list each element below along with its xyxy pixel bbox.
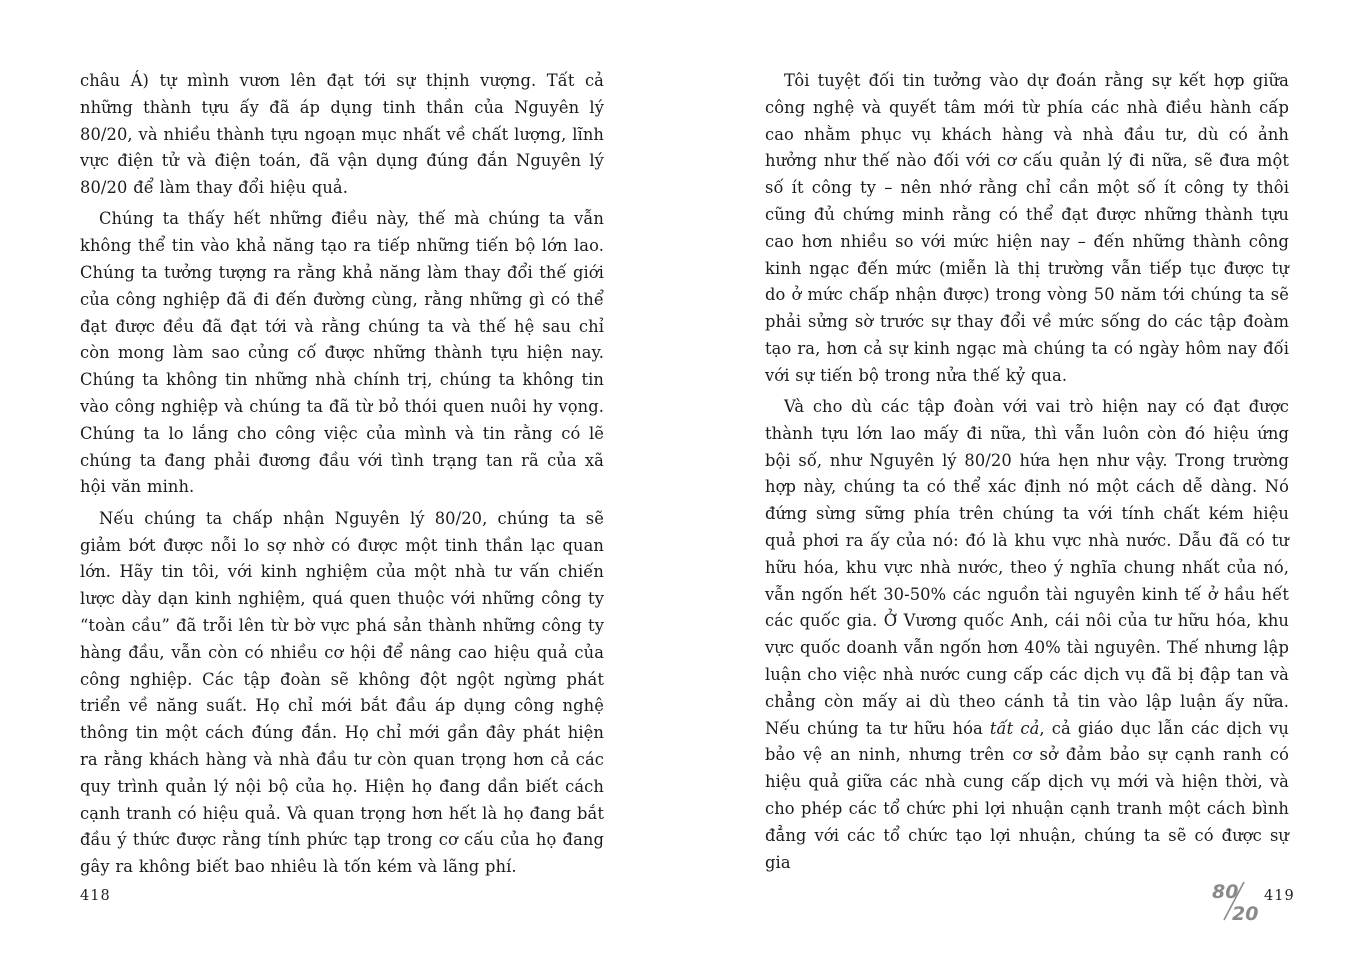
left-paragraph-2: Chúng ta thấy hết những điều này, thế mà chúng ta vẫn không thể tin vào khả năng tạo ra tiếp những tiến bộ lớn lao. Chúng ta tưởng tượng ra rằng khả năng làm thay đổi thế giới của công nghiệp đã đi đến đường cùng, rằng những gì có thể đạt được đều đã đạt tới và rằng chúng ta và thế hệ sau chỉ còn mong làm sao củng cố được những thành tựu hiện nay. Chúng ta không tin những nhà chính trị, chúng ta không tin vào công nghiệp và chúng ta đã từ bỏ thói quen nuôi hy vọng. Chúng ta lo lắng cho công việc của mình và tin rằng có lẽ chúng ta đang phải đương đầu với tình trạng tan rã của xã hội văn minh. [80,209,604,497]
right-paragraph-2-part-2: , cả giáo dục lẫn các dịch vụ bảo vệ an ninh, nhưng trên cơ sở đảm bảo sự cạnh ranh có hiệu quả giữa các nhà cung cấp dịch vụ mới và hiện thời, và cho phép các tổ chức phi lợi nhuận cạnh tranh một cách bình đẳng với các tổ chức tạo lợi nhuận, chúng ta sẽ có được sự gia [765,718,1289,872]
logo-top-number: 80 [1212,881,1239,903]
left-page-text [80,68,604,885]
right-paragraph-1: Tôi tuyệt đối tin tưởng vào dự đoán rằng sự kết hợp giữa công nghệ và quyết tâm mới từ phía các nhà điều hành cấp cao nhằm phục vụ khách hàng và nhà đầu tư, dù có ảnh hưởng như thế nào đối với cơ cấu quản lý đi nữa, sẽ đưa một số ít công ty – nên nhớ rằng chỉ cần một số ít công ty thôi cũng đủ chứng minh rằng có thể đạt được những thành tựu cao hơn nhiều so với mức hiện nay – đến những thành công kinh ngạc đến mức (miễn là thị trường vẫn tiếp tục được tự do ở mức chấp nhận được) trong vòng 50 năm tới chúng ta sẽ phải sửng sờ trước sự thay đổi về mức sống do các tập đoàm tạo ra, hơn cả sự kinh ngạc mà chúng ta có ngày hôm nay đối với sự tiến bộ trong nửa thế kỷ qua. [765,71,1289,385]
left-paragraph-1: châu Á) tự mình vươn lên đạt tới sự thịnh vượng. Tất cả những thành tựu ấy đã áp dụng tinh thần của Nguyên lý 80/20, và nhiều thành tựu ngoạn mục nhất về chất lượng, lĩnh vực điện tử và điện toán, đã vận dụng đúng đắn Nguyên lý 80/20 để làm thay đổi hiệu quả. [80,71,604,198]
right-paragraph-2-part-1: Và cho dù các tập đoàn với vai trò hiện nay có đạt được thành tựu lớn lao mấy đi nữa, thì vẫn luôn còn đó hiệu ứng bội số, như Nguyên lý 80/20 hứa hẹn như vậy. Trong trường hợp này, chúng ta có thể xác định nó một cách dễ dàng. Nó đứng sừng sững phía trên chúng ta với tính chất kém hiệu quả phơi ra ấy của nó: đó là khu vực nhà nước. Dẫu đã có tư hữu hóa, khu vực nhà nước, theo ý nghĩa chung nhất của nó, vẫn ngốn hết 30-50% các nguồn tài nguyên kinh tế ở hầu hết các quốc gia. Ở Vương quốc Anh, cái nôi của tư hữu hóa, khu vực quốc doanh vẫn ngốn hơn 40% tài nguyên. Thế nhưng lập luận cho việc nhà nước cung cấp các dịch vụ đã bị đập tan và chẳng còn mấy ai dù theo cánh tả tin vào lập luận ấy nữa. Nếu chúng ta tư hữu hóa [765,397,1289,738]
80-20-logo [1210,878,1264,924]
logo-bottom-number: 20 [1232,903,1259,924]
page-number-right: 419 [1264,888,1295,904]
right-paragraph-2 [765,394,1289,876]
right-paragraph-2-emphasis: tất cả [989,718,1040,738]
left-paragraph-3: Nếu chúng ta chấp nhận Nguyên lý 80/20, chúng ta sẽ giảm bớt được nỗi lo sợ nhờ có được một tinh thần lạc quan lớn. Hãy tin tôi, với kinh nghiệm của một nhà tư vấn chiến lược dày dạn kinh nghiệm, quá quen thuộc với những công ty “toàn cầu” đã trỗi lên từ bờ vực phá sản thành những công ty hàng đầu, vẫn còn có nhiều cơ hội để nâng cao hiệu quả của công nghiệp. Các tập đoàn sẽ không đột ngột ngừng phát triển về năng suất. Họ chỉ mới bắt đầu áp dụng công nghệ thông tin một cách đúng đắn. Họ chỉ mới gần đây phát hiện ra rằng khách hàng và nhà đầu tư còn quan trọng hơn cả các quy trình quản lý nội bộ của họ. Hiện họ đang dần biết cách cạnh tranh có hiệu quả. Và quan trọng hơn hết là họ đang bắt đầu ý thức được rằng tính phức tạp trong cơ cấu của họ đang gây ra không biết bao nhiêu là tốn kém và lãng phí. [80,508,604,877]
page-number-left: 418 [80,888,111,904]
right-page-text [765,68,1289,881]
